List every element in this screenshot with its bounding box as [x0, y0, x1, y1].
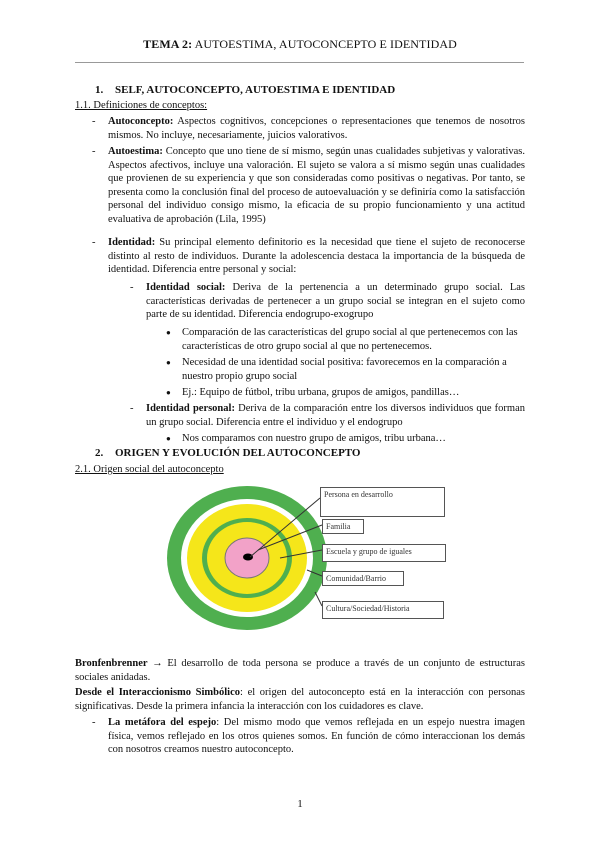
bullet-icon: ● — [166, 358, 171, 367]
section-1-title: SELF, AUTOCONCEPTO, AUTOESTIMA E IDENTIDAD — [115, 84, 396, 96]
bronfenbrenner-paragraph: Bronfenbrenner → El desarrollo de toda persona se produce a través de un conjunto de estructuras sociales anidadas. — [75, 658, 525, 683]
identidad-personal-paragraph: Identidad personal: Deriva de la comparación entre los diversos individuos que forman un grupo social. Diferencia entre el individuo y el endogrupo — [146, 403, 525, 428]
autoconcepto-paragraph: Autoconcepto: Aspectos cognitivos, concepciones o representaciones que tenemos de nosotros mismos. No incluye, necesariamente, juicios valorativos. — [108, 116, 525, 141]
identidad-paragraph: Identidad: Su principal elemento definitorio es la necesidad que tiene el sujeto de reconocerse distinto al resto de individuos. Durante la adolescencia destaca la importancia de la búsqueda de identidad. Diferencia entre personal y social: — [108, 237, 525, 275]
label-familia: Familia — [322, 519, 364, 534]
subsection-1-1: 1.1. Definiciones de conceptos: — [75, 100, 208, 111]
social-bullet-3: Ej.: Equipo de fútbol, tribu urbana, grupos de amigos, pandillas… — [182, 387, 460, 398]
page-header: TEMA 2: AUTOESTIMA, AUTOCONCEPTO E IDENTIDAD — [143, 37, 457, 51]
personal-bullet-1: Nos comparamos con nuestro grupo de amigos, tribu urbana… — [182, 433, 446, 444]
label-comunidad: Comunidad/Barrio — [322, 571, 404, 586]
leader-line — [315, 592, 322, 606]
dash-marker: - — [92, 237, 96, 248]
dash-marker: - — [92, 146, 96, 157]
bullet-icon: ● — [166, 434, 171, 443]
dash-marker: - — [130, 282, 134, 293]
interaccionismo-paragraph: Desde el Interaccionismo Simbólico: el origen del autoconcepto está en la interacción con personas significativas. Desde la primera infancia la interacción con los cuidadores es clave. — [75, 687, 525, 712]
center-dot — [243, 554, 253, 561]
social-bullet-2: Necesidad de una identidad social positiva: favorecemos en la comparación a nuestro propio grupo social — [182, 357, 507, 382]
identidad-social-paragraph: Identidad social: Deriva de la pertenencia a un determinado grupo social. Las características derivadas de pertenecer a un grupo social se integran en el sujeto como parte de su identidad. Diferencia endogrupo-exogrupo — [146, 282, 525, 320]
section-2-title: ORIGEN Y EVOLUCIÓN DEL AUTOCONCEPTO — [115, 447, 361, 459]
label-cultura: Cultura/Sociedad/Historia — [322, 601, 444, 619]
section-1-number: 1. — [95, 84, 104, 96]
social-bullet-1: Comparación de las características del grupo social al que pertenecemos con las características de otro grupo social al que no pertenecemos. — [182, 327, 518, 352]
dash-marker: - — [92, 717, 96, 728]
autoestima-paragraph: Autoestima: Concepto que uno tiene de sí mismo, según unas cualidades subjetivas y valorativas. Aspectos afectivos, incluye una valoración. El sujeto se valora a sí mismo según unas cualidades que provienen de su experiencia y que son consideradas como positivas o negativas. Por tanto, se presenta como la conclusión final del proceso de autoevaluación y se definiría como la satisfacción personal del individuo consigo mismo, la eficacia de su propio funcionamiento y una actitud evaluativa de aprobación (Lila, 1995) — [108, 146, 525, 225]
label-persona: Persona en desarrollo — [320, 487, 445, 517]
bullet-icon: ● — [166, 328, 171, 337]
espejo-paragraph: La metáfora del espejo: Del mismo modo que vemos reflejada en un espejo nuestra imagen física, vemos reflejado en los otros quienes somos. En función de cómo interaccionan los demás con nosotros creamos nuestro autoconcepto. — [108, 717, 525, 755]
label-escuela: Escuela y grupo de iguales — [322, 544, 446, 562]
dash-marker: - — [130, 403, 134, 414]
section-2-number: 2. — [95, 447, 104, 459]
dash-marker: - — [92, 116, 96, 127]
bullet-icon: ● — [166, 388, 171, 397]
subsection-2-1: 2.1. Origen social del autoconcepto — [75, 464, 224, 475]
page-number: 1 — [297, 798, 303, 810]
header-rule — [75, 62, 524, 63]
